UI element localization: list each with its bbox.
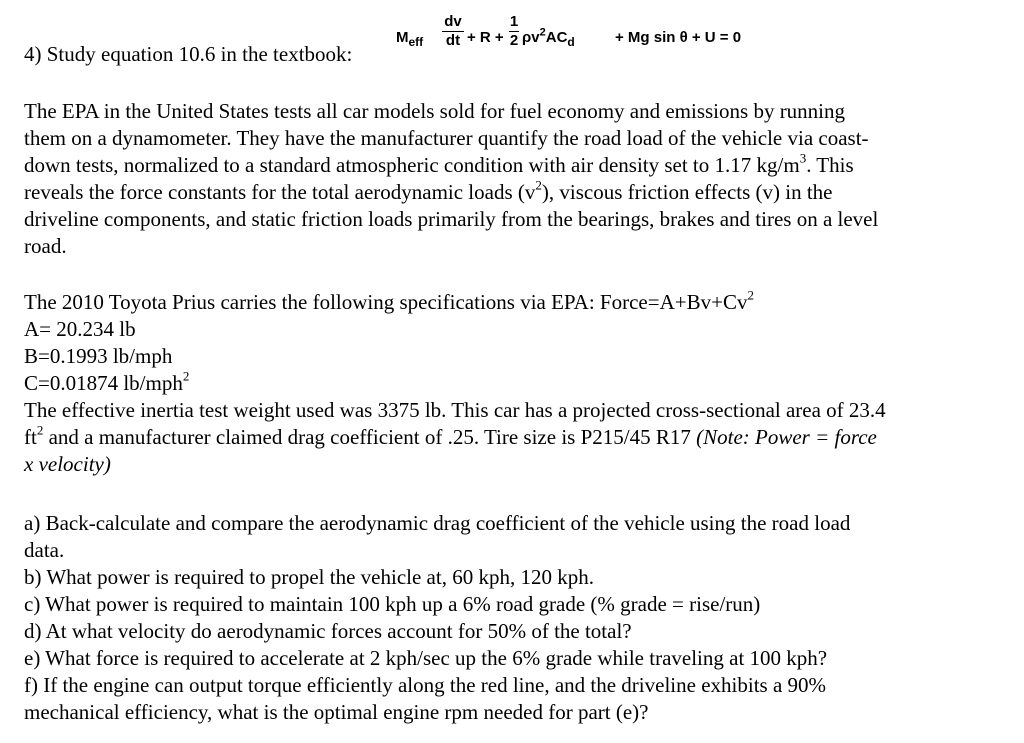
- question-d: d) At what velocity do aerodynamic forces account for 50% of the total?: [24, 619, 632, 643]
- intro-line: reveals the force constants for the total aerodynamic loads $(v^2)$, viscous friction effects (v) in the: [24, 177, 833, 204]
- intro-line: them on a dynamometer. They have the manufacturer quantify the road load of the vehicle via coast-: [24, 126, 869, 150]
- specs-line: The effective inertia test weight used was 3375 lb. This car has a projected cross-sectional area of 23.4: [24, 398, 886, 422]
- eq-plus-r: + R +: [467, 29, 504, 46]
- question-a: a) Back-calculate and compare the aerodynamic drag coefficient of the vehicle using the road load: [24, 511, 851, 535]
- question-f: f) If the engine can output torque efficiently along the red line, and the driveline exhibits a 90%: [24, 673, 827, 697]
- specs-line: $ft^2$ and a manufacturer claimed drag coefficient of .25. Tire size is P215/45 R17 (Note: Power = force: [24, 422, 877, 449]
- eq-mass: $M_{eff}$: [396, 29, 424, 50]
- specs-paragraph: [24, 289, 886, 478]
- intro-line: road.: [24, 234, 67, 258]
- intro-line: The EPA in the United States tests all car models sold for fuel economy and emissions by running: [24, 99, 846, 123]
- spec-b: B=0.1993 lb/mph: [24, 344, 173, 368]
- eq-dv-dt: dv dt: [442, 14, 464, 49]
- specs-line: The 2010 Toyota Prius carries the following specifications via EPA: $Force=A+Bv+Cv^2$: [24, 287, 754, 314]
- question-e: e) What force is required to accelerate at 2 kph/sec up the 6% grade while traveling at 100 kph?: [24, 646, 828, 670]
- eq-drag-term: $\rho v^2AC_d$: [522, 26, 575, 50]
- question-f: mechanical efficiency, what is the optimal engine rpm needed for part (e)?: [24, 700, 649, 724]
- question-a: data.: [24, 538, 65, 562]
- eq-grade-term: + Mg sin θ + U = 0: [615, 29, 742, 46]
- intro-paragraph: [24, 98, 878, 260]
- questions-list: [24, 510, 850, 726]
- question-c: c) What power is required to maintain 100 kph up a 6% road grade (% grade = rise/run): [24, 592, 761, 616]
- prompt-label: 4) Study equation 10.6 in the textbook:: [24, 42, 353, 66]
- question-b: b) What power is required to propel the vehicle at, 60 kph, 120 kph.: [24, 565, 594, 589]
- intro-line: driveline components, and static friction loads primarily from the bearings, brakes and tires on a level: [24, 207, 879, 231]
- spec-c: C=0.01874 lb/mph$^2$: [24, 368, 190, 395]
- eq-one-half: 1 2: [509, 13, 519, 49]
- spec-a: A= 20.234 lb: [24, 317, 136, 341]
- specs-note: x velocity): [24, 452, 111, 476]
- intro-line: down tests, normalized to a standard atmospheric condition with air density set to 1.17 $kg/m^3$. This: [24, 150, 854, 177]
